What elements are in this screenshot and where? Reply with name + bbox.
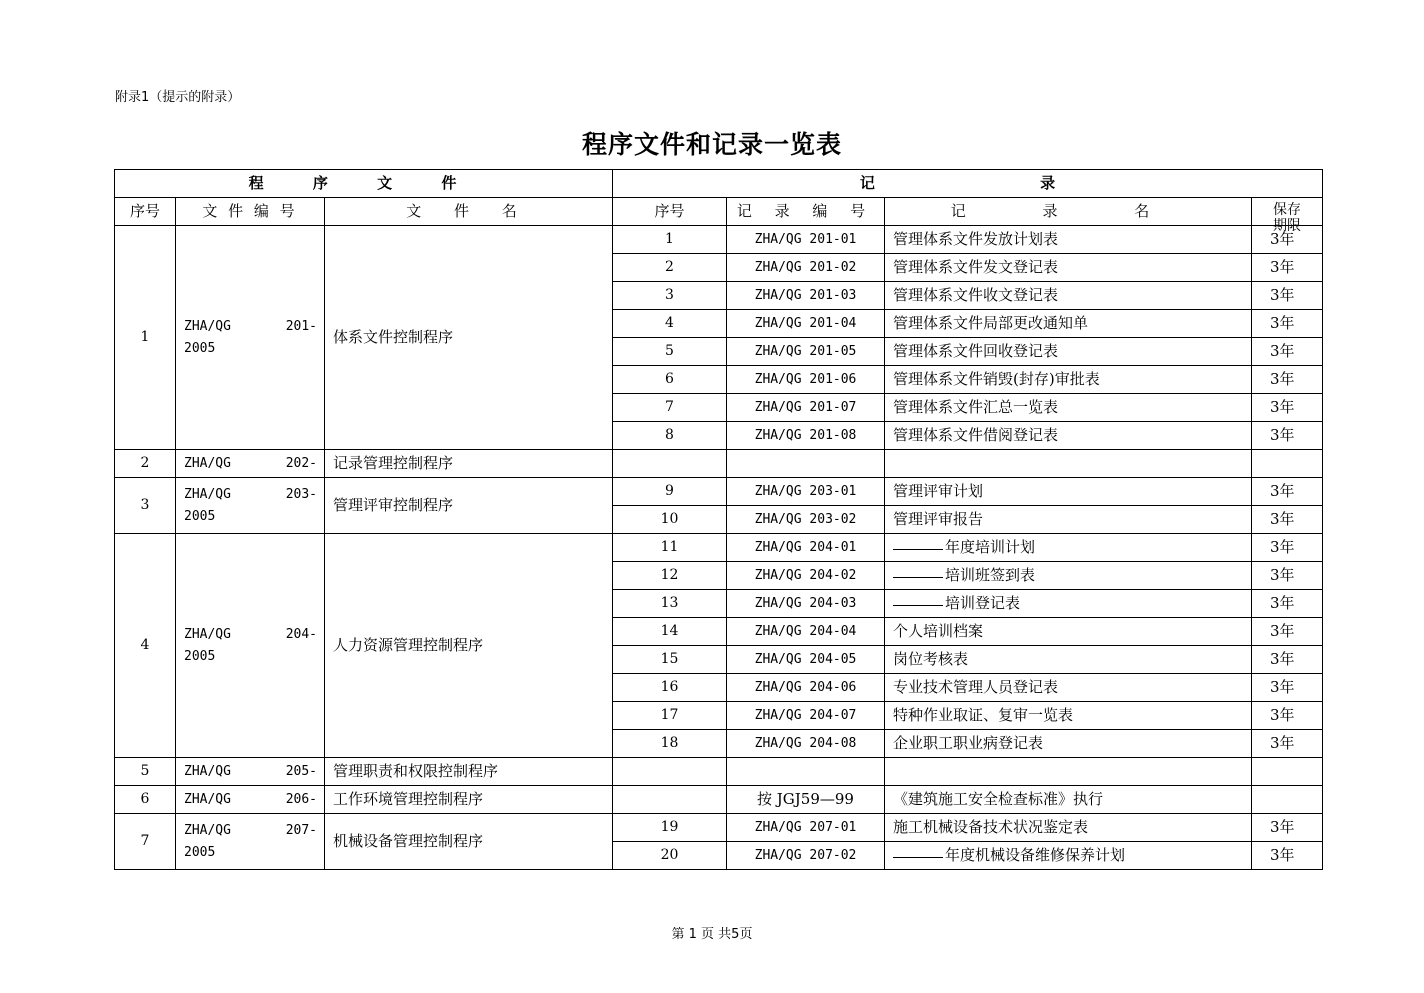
record-name (885, 282, 1252, 310)
record-seq: 5 (613, 338, 727, 366)
procedure-name: 机械设备管理控制程序 (325, 814, 613, 870)
record-code: ZHA/QG 204-04 (727, 618, 885, 646)
record-keep: 3年 (1252, 422, 1323, 450)
record-seq: 8 (613, 422, 727, 450)
record-seq: 2 (613, 254, 727, 282)
record-name-text: 特种作业取证、复审一览表 (893, 706, 1074, 724)
record-keep: 3年 (1252, 282, 1323, 310)
record-seq: 1 (613, 226, 727, 254)
record-code: ZHA/QG 201-02 (727, 254, 885, 282)
record-keep: 3年 (1252, 562, 1323, 590)
record-seq: 11 (613, 534, 727, 562)
record-name-text: 管理体系文件销毁(封存)审批表 (893, 370, 1100, 388)
empty-cell (613, 786, 727, 814)
procedure-seq: 3 (115, 478, 176, 534)
record-name-text: 培训登记表 (945, 594, 1021, 612)
record-code: ZHA/QG 204-08 (727, 730, 885, 758)
record-keep: 3年 (1252, 674, 1323, 702)
record-name-text: 管理体系文件借阅登记表 (893, 426, 1059, 444)
record-keep: 3年 (1252, 478, 1323, 506)
record-code: ZHA/QG 204-05 (727, 646, 885, 674)
record-seq: 17 (613, 702, 727, 730)
table-row (115, 814, 1323, 842)
record-seq: 12 (613, 562, 727, 590)
procedure-code-number: 202- (285, 455, 317, 471)
record-code: ZHA/QG 201-08 (727, 422, 885, 450)
procedure-code (176, 450, 325, 478)
record-seq: 6 (613, 366, 727, 394)
table-row (115, 226, 1323, 254)
appendix-label: 附录1（提示的附录） (115, 90, 241, 105)
record-seq: 20 (613, 842, 727, 870)
header-column-row (115, 198, 1323, 226)
record-keep: 3年 (1252, 394, 1323, 422)
procedure-group-header: 程 序 文 件 (115, 170, 613, 198)
table-row (115, 450, 1323, 478)
record-name-text: 年度机械设备维修保养计划 (945, 846, 1126, 864)
record-keep: 3年 (1252, 814, 1323, 842)
procedure-seq: 6 (115, 786, 176, 814)
procedure-code-prefix: ZHA/QG (184, 455, 231, 471)
record-name-text: 个人培训档案 (893, 622, 984, 640)
empty-cell (613, 450, 727, 478)
procedure-name: 人力资源管理控制程序 (325, 534, 613, 758)
record-name (885, 646, 1252, 674)
record-seq: 7 (613, 394, 727, 422)
table-row (115, 478, 1323, 506)
table-row (115, 534, 1323, 562)
record-seq: 14 (613, 618, 727, 646)
fill-in-blank (893, 591, 943, 606)
header-group-row (115, 170, 1323, 198)
record-keep: 3年 (1252, 506, 1323, 534)
col-header-keep (1252, 198, 1323, 234)
record-name (885, 618, 1252, 646)
record-name (885, 394, 1252, 422)
record-name-text: 管理体系文件汇总一览表 (893, 398, 1059, 416)
record-keep: 3年 (1252, 618, 1323, 646)
record-seq: 4 (613, 310, 727, 338)
record-name-text: 管理体系文件发放计划表 (893, 230, 1059, 248)
record-keep: 3年 (1252, 842, 1323, 870)
procedure-code (176, 534, 325, 758)
fill-in-blank (893, 843, 943, 858)
record-name (885, 674, 1252, 702)
record-code: ZHA/QG 203-02 (727, 506, 885, 534)
table-row (115, 786, 1323, 814)
empty-cell (727, 758, 885, 786)
procedure-code-year: 2005 (184, 648, 216, 664)
record-name-text: 管理体系文件发文登记表 (893, 258, 1059, 276)
record-name (885, 562, 1252, 590)
procedure-code (176, 226, 325, 450)
empty-cell (885, 450, 1252, 478)
record-name (885, 702, 1252, 730)
col-header-file-code: 文 件 编 号 (176, 198, 325, 226)
record-seq: 10 (613, 506, 727, 534)
record-keep: 3年 (1252, 534, 1323, 562)
empty-cell (613, 758, 727, 786)
fill-in-blank (893, 535, 943, 550)
col-header-seq: 序号 (115, 198, 176, 226)
procedure-seq: 2 (115, 450, 176, 478)
record-seq: 16 (613, 674, 727, 702)
table-row (115, 758, 1323, 786)
procedure-code (176, 786, 325, 814)
procedure-code-year: 2005 (184, 340, 216, 356)
col-header-rec-code: 记 录 编 号 (727, 198, 885, 226)
record-name-text: 专业技术管理人员登记表 (893, 678, 1059, 696)
record-keep: 3年 (1252, 226, 1323, 254)
record-seq: 3 (613, 282, 727, 310)
procedure-name: 工作环境管理控制程序 (325, 786, 613, 814)
procedure-code-prefix: ZHA/QG (184, 626, 231, 642)
col-header-rec-name: 记 录 名 (885, 198, 1252, 226)
record-name-text: 年度培训计划 (945, 538, 1036, 556)
empty-cell (1252, 786, 1323, 814)
record-name-text: 管理体系文件局部更改通知单 (893, 314, 1089, 332)
record-name (885, 338, 1252, 366)
procedure-code-prefix: ZHA/QG (184, 791, 231, 807)
record-keep: 3年 (1252, 702, 1323, 730)
record-keep: 3年 (1252, 338, 1323, 366)
record-name (885, 730, 1252, 758)
record-name (885, 478, 1252, 506)
record-code: ZHA/QG 201-03 (727, 282, 885, 310)
record-code: ZHA/QG 204-02 (727, 562, 885, 590)
standard-reference: 按 JGJ59—99 (727, 786, 885, 814)
procedure-code (176, 814, 325, 870)
record-keep: 3年 (1252, 254, 1323, 282)
procedure-code (176, 478, 325, 534)
record-name (885, 422, 1252, 450)
keep-header-text: 保存期限 (1273, 202, 1302, 234)
record-code: ZHA/QG 201-07 (727, 394, 885, 422)
record-keep: 3年 (1252, 310, 1323, 338)
procedure-code-prefix: ZHA/QG (184, 822, 231, 838)
procedure-name: 体系文件控制程序 (325, 226, 613, 450)
record-name (885, 506, 1252, 534)
empty-cell (1252, 758, 1323, 786)
record-code: ZHA/QG 204-01 (727, 534, 885, 562)
record-name-text: 施工机械设备技术状况鉴定表 (893, 818, 1089, 836)
record-code: ZHA/QG 204-07 (727, 702, 885, 730)
standard-note: 《建筑施工安全检查标准》执行 (885, 786, 1252, 814)
page-title: 程序文件和记录一览表 (581, 130, 842, 159)
procedure-seq: 5 (115, 758, 176, 786)
procedure-code-number: 206- (285, 791, 317, 807)
procedure-code-prefix: ZHA/QG (184, 318, 231, 334)
record-name (885, 226, 1252, 254)
procedure-code-prefix: ZHA/QG (184, 763, 231, 779)
record-code: ZHA/QG 207-02 (727, 842, 885, 870)
procedure-code-year: 2005 (184, 844, 216, 860)
empty-cell (1252, 450, 1323, 478)
record-code: ZHA/QG 201-04 (727, 310, 885, 338)
record-name-text: 培训班签到表 (945, 566, 1036, 584)
procedure-seq: 4 (115, 534, 176, 758)
record-name (885, 366, 1252, 394)
record-name (885, 814, 1252, 842)
record-name (885, 310, 1252, 338)
record-seq: 13 (613, 590, 727, 618)
record-seq: 19 (613, 814, 727, 842)
record-seq: 18 (613, 730, 727, 758)
procedure-code-prefix: ZHA/QG (184, 486, 231, 502)
record-keep: 3年 (1252, 646, 1323, 674)
record-name (885, 590, 1252, 618)
record-seq: 9 (613, 478, 727, 506)
procedure-code (176, 758, 325, 786)
record-keep: 3年 (1252, 590, 1323, 618)
procedure-name: 管理评审控制程序 (325, 478, 613, 534)
empty-cell (727, 450, 885, 478)
procedure-name: 记录管理控制程序 (325, 450, 613, 478)
record-keep: 3年 (1252, 730, 1323, 758)
record-group-header: 记 录 (613, 170, 1323, 198)
procedure-code-number: 203- (285, 486, 317, 502)
fill-in-blank (893, 563, 943, 578)
procedure-code-number: 205- (285, 763, 317, 779)
procedure-record-table (114, 169, 1323, 870)
record-name (885, 254, 1252, 282)
record-name-text: 岗位考核表 (893, 650, 969, 668)
record-code: ZHA/QG 201-06 (727, 366, 885, 394)
record-code: ZHA/QG 201-01 (727, 226, 885, 254)
record-code: ZHA/QG 207-01 (727, 814, 885, 842)
record-code: ZHA/QG 204-06 (727, 674, 885, 702)
procedure-code-number: 207- (285, 822, 317, 838)
record-name (885, 534, 1252, 562)
record-name-text: 管理评审报告 (893, 510, 984, 528)
record-name (885, 842, 1252, 870)
record-seq: 15 (613, 646, 727, 674)
procedure-code-number: 204- (285, 626, 317, 642)
record-code: ZHA/QG 204-03 (727, 590, 885, 618)
empty-cell (885, 758, 1252, 786)
record-name-text: 管理评审计划 (893, 482, 984, 500)
record-name-text: 管理体系文件收文登记表 (893, 286, 1059, 304)
procedure-seq: 1 (115, 226, 176, 450)
procedure-seq: 7 (115, 814, 176, 870)
record-name-text: 管理体系文件回收登记表 (893, 342, 1059, 360)
procedure-code-number: 201- (285, 318, 317, 334)
procedure-name: 管理职责和权限控制程序 (325, 758, 613, 786)
record-keep: 3年 (1252, 366, 1323, 394)
record-name-text: 企业职工职业病登记表 (893, 734, 1044, 752)
page-footer: 第 1 页 共5页 (671, 927, 753, 942)
record-code: ZHA/QG 203-01 (727, 478, 885, 506)
col-header-file-name: 文 件 名 (325, 198, 613, 226)
procedure-code-year: 2005 (184, 508, 216, 524)
col-header-rec-seq: 序号 (613, 198, 727, 226)
record-code: ZHA/QG 201-05 (727, 338, 885, 366)
